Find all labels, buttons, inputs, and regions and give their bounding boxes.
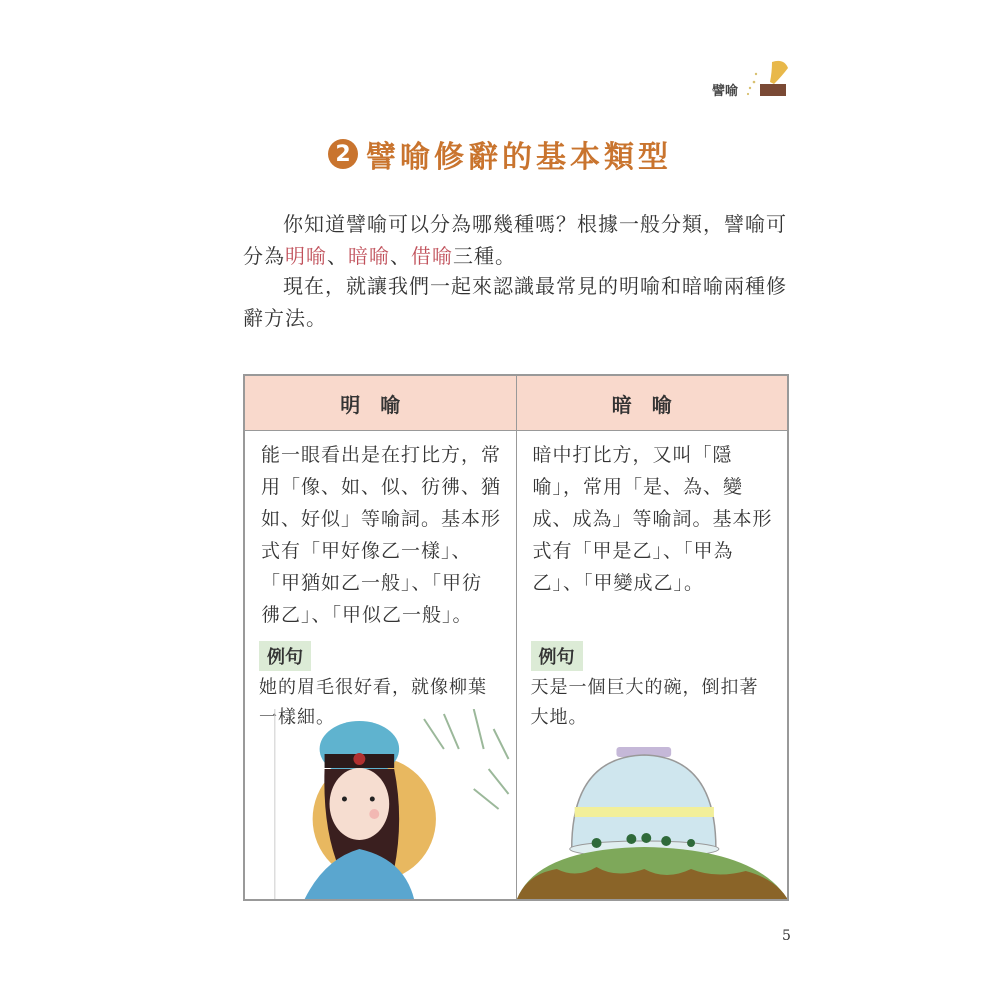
page-number: 5	[782, 928, 791, 944]
cell-simile	[244, 431, 516, 901]
type-metaphor: 暗喻	[348, 244, 390, 268]
comparison-table	[243, 374, 789, 901]
simile-description: 能一眼看出是在打比方，常用「像、如、似、彷彿、猶如、好似」等喻詞。基本形式有「甲好像乙一樣」、「甲猶如乙一般」、「甲彷彿乙」、「甲似乙一般」。	[261, 444, 502, 626]
type-simile: 明喻	[285, 244, 327, 268]
intro-text-end: 三種。	[453, 244, 516, 268]
intro-text-2: 現在，就讓我們一起來認識最常見的明喻和暗喻兩種修辭方法。	[243, 274, 787, 330]
metaphor-description: 暗中打比方，又叫「隱喻」，常用「是、為、變成、成為」等喻詞。基本形式有「甲是乙」、「甲為乙」、「甲變成乙」。	[532, 444, 773, 594]
example-label: 例句	[259, 641, 311, 671]
separator: 、	[390, 244, 411, 268]
simile-example: 她的眉毛很好看，就像柳葉一樣細。	[259, 677, 487, 728]
running-head-label: 譬喻	[712, 83, 739, 99]
header-metaphor: 暗喻	[516, 375, 788, 431]
opera-woman-illustration	[245, 709, 516, 899]
bowl-earth-illustration	[517, 739, 788, 899]
section-title-text: 譬喻修辭的基本類型	[366, 140, 672, 175]
section-title	[0, 132, 1000, 176]
example-label: 例句	[531, 641, 583, 671]
intro-text: 你知道譬喻可以分為哪幾種嗎？根據一般分類，譬喻可分為	[243, 212, 787, 268]
cell-metaphor	[516, 431, 788, 901]
intro-paragraph-2	[243, 270, 803, 334]
section-number: 2	[328, 139, 358, 169]
separator: 、	[327, 244, 348, 268]
running-head	[712, 64, 792, 114]
intro-paragraph-1	[243, 208, 803, 272]
type-substitution: 借喻	[411, 244, 453, 268]
gramophone-icon	[742, 54, 792, 104]
header-simile: 明喻	[244, 375, 516, 431]
metaphor-example: 天是一個巨大的碗，倒扣著大地。	[530, 677, 759, 728]
